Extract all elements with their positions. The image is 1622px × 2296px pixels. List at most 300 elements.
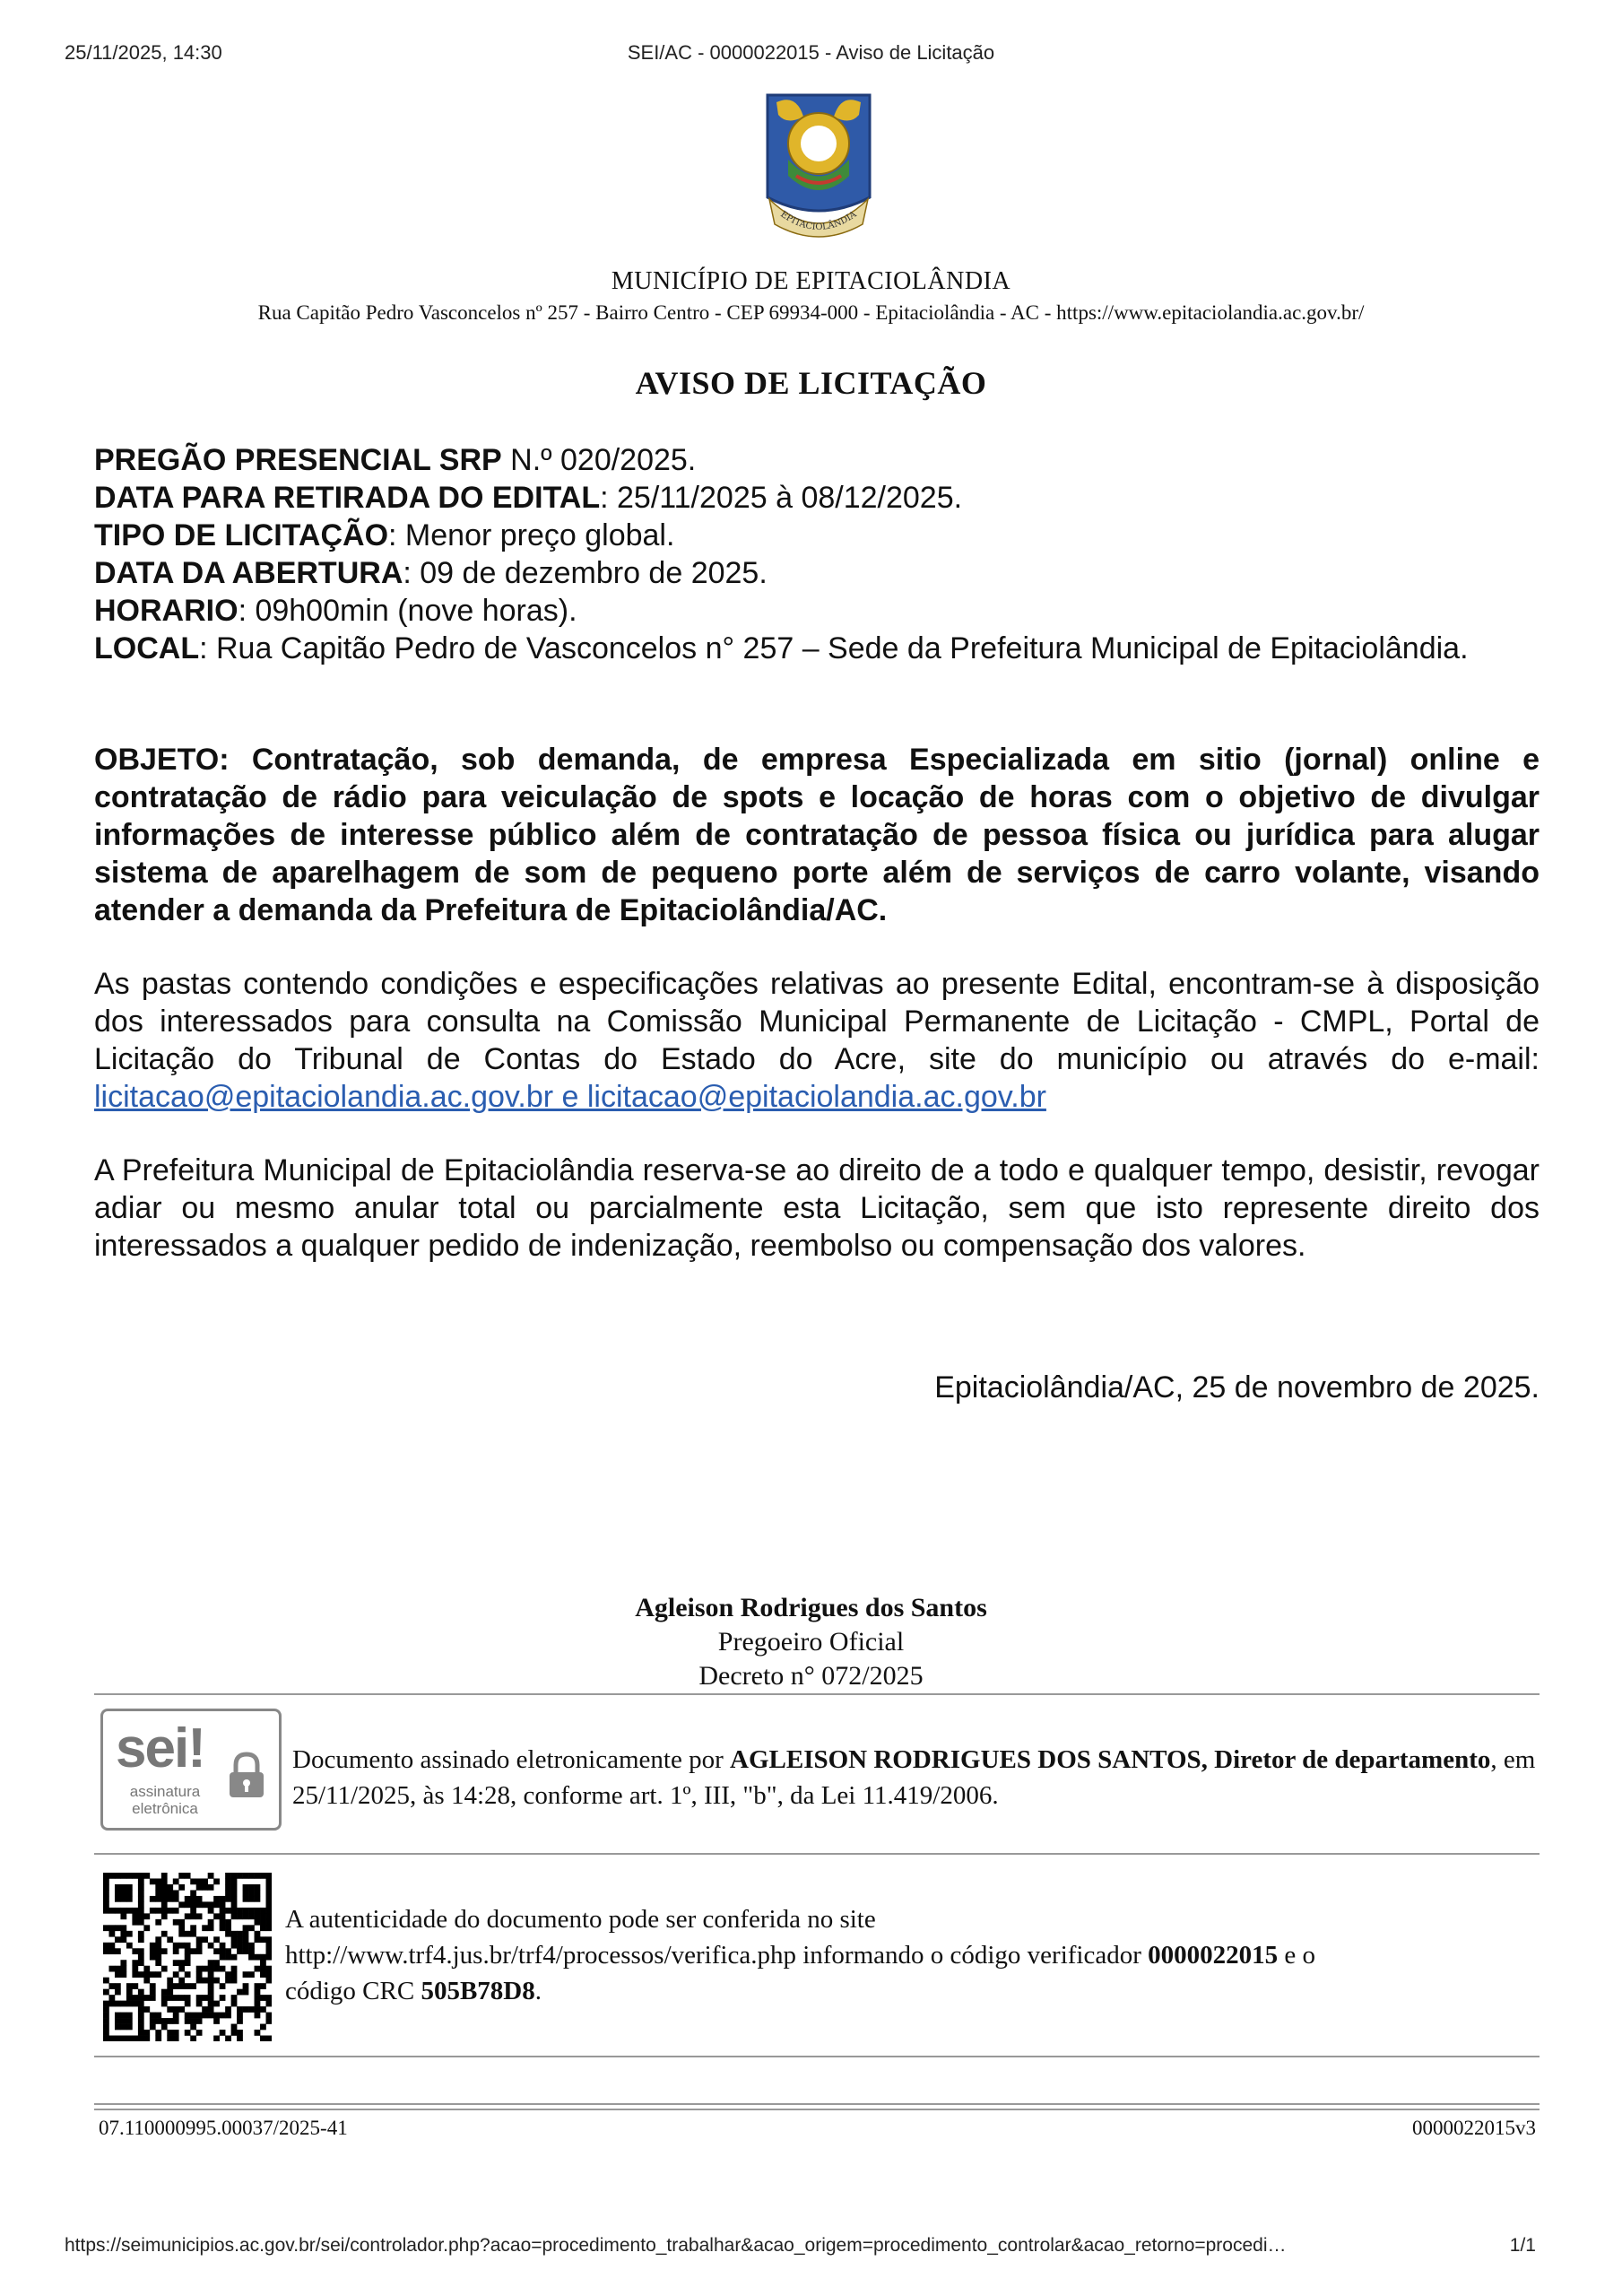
qr-module bbox=[213, 1978, 220, 1984]
qr-module bbox=[260, 1966, 266, 1972]
qr-module bbox=[237, 1943, 243, 1949]
qr-module bbox=[155, 1884, 161, 1891]
qr-module bbox=[231, 1884, 238, 1891]
qr-module bbox=[173, 1943, 179, 1949]
field-horario: HORARIO: 09h00min (nove horas). bbox=[94, 594, 577, 628]
field-pregao: PREGÃO PRESENCIAL SRP N.º 020/2025. bbox=[94, 443, 697, 477]
qr-module bbox=[213, 1960, 220, 1966]
qr-module bbox=[237, 2013, 243, 2019]
qr-module bbox=[173, 1878, 179, 1884]
qr-module bbox=[108, 1873, 115, 1879]
qr-module bbox=[237, 1873, 243, 1879]
qr-module bbox=[260, 2036, 266, 2041]
qr-module bbox=[225, 1978, 231, 1984]
qr-module bbox=[155, 1919, 161, 1926]
qr-module bbox=[190, 1948, 196, 1954]
qr-module bbox=[255, 1936, 261, 1943]
qr-module bbox=[115, 1884, 121, 1891]
qr-module bbox=[120, 1908, 126, 1914]
qr-module bbox=[178, 2006, 185, 2013]
qr-module bbox=[173, 1890, 179, 1896]
qr-module bbox=[155, 1936, 161, 1943]
qr-module bbox=[213, 2001, 220, 2007]
qr-module bbox=[225, 1908, 231, 1914]
qr-module bbox=[260, 1925, 266, 1931]
qr-module bbox=[231, 1908, 238, 1914]
qr-module bbox=[150, 1989, 156, 1996]
qr-module bbox=[150, 1995, 156, 2001]
qr-module bbox=[196, 1948, 203, 1954]
qr-module bbox=[248, 1913, 255, 1919]
qr-module bbox=[108, 1983, 115, 1989]
qr-module bbox=[248, 1971, 255, 1978]
qr-module bbox=[260, 1936, 266, 1943]
qr-module bbox=[231, 1943, 238, 1949]
qr-module bbox=[185, 1913, 191, 1919]
qr-module bbox=[126, 1896, 133, 1902]
qr-module bbox=[208, 1971, 214, 1978]
qr-module bbox=[196, 1966, 203, 1972]
qr-module bbox=[190, 2013, 196, 2019]
qr-module bbox=[138, 1960, 144, 1966]
date-place: Epitaciolândia/AC, 25 de novembro de 2025. bbox=[934, 1370, 1540, 1405]
qr-module bbox=[115, 2024, 121, 2031]
qr-module bbox=[190, 1901, 196, 1908]
qr-module bbox=[138, 1931, 144, 1937]
qr-module bbox=[196, 1943, 203, 1949]
qr-module bbox=[225, 1884, 231, 1891]
qr-module bbox=[266, 2018, 272, 2024]
objeto-paragraph: OBJETO: Contratação, sob demanda, de empresa Especializada em sitio (jornal) online e contratação de rádio para veiculação de spots e locação de horas com o objetivo de divulgar informações de interesse público além de contratação de pessoa física ou jurídica para alugar sistema de aparelhagem de som de pequeno porte além de serviços de carro volante, visando atender a demanda da Prefeitura de Epitaciolândia/AC. bbox=[94, 743, 1540, 927]
qr-module bbox=[260, 1971, 266, 1978]
qr-module bbox=[173, 1960, 179, 1966]
qr-module bbox=[243, 1943, 249, 1949]
qr-module bbox=[167, 1884, 173, 1891]
municipality-address: Rua Capitão Pedro Vasconcelos nº 257 - Bairro Centro - CEP 69934-000 - Epitaciolândia - AC - https://www.epitaciolandia.ac.gov.br/ bbox=[257, 301, 1365, 324]
qr-module bbox=[255, 1919, 261, 1926]
qr-module bbox=[220, 1995, 226, 2001]
sei-signature-stamp bbox=[100, 1709, 282, 1831]
qr-module bbox=[243, 1873, 249, 1879]
qr-module bbox=[150, 1971, 156, 1978]
qr-module bbox=[103, 2036, 109, 2041]
qr-module bbox=[255, 1890, 261, 1896]
qr-module bbox=[150, 2013, 156, 2019]
qr-module bbox=[138, 1919, 144, 1926]
qr-module bbox=[220, 1901, 226, 1908]
qr-module bbox=[196, 2030, 203, 2036]
qr-module bbox=[266, 1873, 272, 1879]
qr-module bbox=[143, 1966, 150, 1972]
qr-module bbox=[231, 2024, 238, 2031]
qr-module bbox=[208, 1983, 214, 1989]
qr-module bbox=[120, 1936, 126, 1943]
qr-module bbox=[120, 2018, 126, 2024]
qr-module bbox=[266, 2036, 272, 2041]
qr-module bbox=[150, 1878, 156, 1884]
qr-module bbox=[161, 1989, 168, 1996]
qr-module bbox=[138, 1873, 144, 1879]
qr-module bbox=[220, 1948, 226, 1954]
qr-module bbox=[185, 1971, 191, 1978]
qr-module bbox=[138, 2018, 144, 2024]
qr-module bbox=[243, 1913, 249, 1919]
qr-module bbox=[190, 1925, 196, 1931]
qr-module bbox=[115, 2001, 121, 2007]
qr-module bbox=[231, 2001, 238, 2007]
qr-module bbox=[150, 1954, 156, 1961]
qr-module bbox=[185, 1943, 191, 1949]
qr-module bbox=[255, 1954, 261, 1961]
qr-module bbox=[138, 1948, 144, 1954]
qr-module bbox=[225, 1925, 231, 1931]
qr-module bbox=[202, 1884, 208, 1891]
qr-module bbox=[178, 1884, 185, 1891]
qr-module bbox=[126, 2018, 133, 2024]
qr-module bbox=[143, 1925, 150, 1931]
qr-module bbox=[167, 2030, 173, 2036]
qr-module bbox=[248, 1890, 255, 1896]
qr-module bbox=[225, 1878, 231, 1884]
qr-module bbox=[220, 1913, 226, 1919]
qr-module bbox=[248, 1925, 255, 1931]
qr-module bbox=[150, 1943, 156, 1949]
qr-module bbox=[231, 1954, 238, 1961]
qr-module bbox=[120, 1971, 126, 1978]
qr-module bbox=[220, 1925, 226, 1931]
qr-module bbox=[266, 1884, 272, 1891]
qr-module bbox=[132, 1983, 138, 1989]
qr-module bbox=[115, 2036, 121, 2041]
qr-module bbox=[196, 2001, 203, 2007]
qr-module bbox=[237, 2006, 243, 2013]
qr-module bbox=[150, 1983, 156, 1989]
qr-module bbox=[115, 1966, 121, 1972]
qr-module bbox=[190, 1931, 196, 1937]
qr-module bbox=[143, 2030, 150, 2036]
qr-module bbox=[225, 1919, 231, 1926]
qr-module bbox=[220, 2013, 226, 2019]
qr-module bbox=[255, 2030, 261, 2036]
qr-module bbox=[231, 1890, 238, 1896]
qr-module bbox=[196, 1901, 203, 1908]
qr-module bbox=[103, 1989, 109, 1996]
qr-module bbox=[213, 1966, 220, 1972]
qr-module bbox=[266, 1913, 272, 1919]
qr-module bbox=[132, 1919, 138, 1926]
qr-module bbox=[237, 2030, 243, 2036]
qr-module bbox=[213, 1901, 220, 1908]
qr-module bbox=[120, 2013, 126, 2019]
qr-module bbox=[108, 1908, 115, 1914]
qr-module bbox=[161, 1901, 168, 1908]
qr-module bbox=[255, 1995, 261, 2001]
qr-module bbox=[155, 1890, 161, 1896]
qr-module bbox=[202, 1901, 208, 1908]
qr-module bbox=[115, 1896, 121, 1902]
qr-module bbox=[243, 1908, 249, 1914]
page-title: AVISO DE LICITAÇÃO bbox=[635, 365, 987, 401]
qr-module bbox=[161, 1931, 168, 1937]
qr-module bbox=[103, 1878, 109, 1884]
qr-module bbox=[167, 2006, 173, 2013]
municipal-crest-logo bbox=[760, 90, 877, 244]
qr-module bbox=[208, 1873, 214, 1879]
qr-module bbox=[213, 1948, 220, 1954]
crest-motto: EPITACIOLÂNDIA bbox=[778, 209, 859, 233]
qr-module bbox=[173, 1983, 179, 1989]
qr-module bbox=[167, 2036, 173, 2041]
qr-module bbox=[126, 1890, 133, 1896]
qr-module bbox=[266, 1954, 272, 1961]
qr-module bbox=[126, 2036, 133, 2041]
qr-module bbox=[103, 1873, 109, 1879]
qr-module bbox=[243, 1983, 249, 1989]
qr-module bbox=[132, 1966, 138, 1972]
qr-module bbox=[150, 2024, 156, 2031]
qr-module bbox=[255, 1896, 261, 1902]
qr-module bbox=[225, 1948, 231, 1954]
qr-module bbox=[260, 1919, 266, 1926]
qr-module bbox=[120, 2024, 126, 2031]
qr-module bbox=[208, 2006, 214, 2013]
qr-module bbox=[255, 2001, 261, 2007]
qr-module bbox=[231, 2030, 238, 2036]
qr-module bbox=[266, 1925, 272, 1931]
qr-module bbox=[126, 2024, 133, 2031]
qr-module bbox=[143, 1913, 150, 1919]
qr-module bbox=[161, 1896, 168, 1902]
qr-module bbox=[248, 1948, 255, 1954]
qr-module bbox=[225, 2036, 231, 2041]
qr-module bbox=[248, 1908, 255, 1914]
qr-module bbox=[220, 1966, 226, 1972]
qr-module bbox=[161, 1873, 168, 1879]
qr-module bbox=[173, 1908, 179, 1914]
qr-module bbox=[167, 1989, 173, 1996]
qr-module bbox=[167, 1908, 173, 1914]
qr-module bbox=[260, 2024, 266, 2031]
qr-module bbox=[143, 2036, 150, 2041]
print-url: https://seimunicipios.ac.gov.br/sei/controlador.php?acao=procedimento_trabalhar&acao_origem=procedimento_controlar&acao_retorno=procedi… bbox=[65, 2235, 1287, 2256]
divider bbox=[94, 1853, 1540, 1855]
qr-module bbox=[231, 1971, 238, 1978]
signatory-role: Pregoeiro Oficial bbox=[717, 1627, 905, 1657]
qr-module bbox=[173, 1995, 179, 2001]
qr-module bbox=[190, 2024, 196, 2031]
qr-module bbox=[243, 1948, 249, 1954]
qr-module bbox=[178, 1919, 185, 1926]
qr-module bbox=[155, 1971, 161, 1978]
qr-module bbox=[202, 2013, 208, 2019]
qr-module bbox=[173, 2036, 179, 2041]
qr-module bbox=[103, 1901, 109, 1908]
qr-module bbox=[196, 1913, 203, 1919]
qr-module bbox=[185, 1948, 191, 1954]
qr-module bbox=[266, 1971, 272, 1978]
qr-module bbox=[138, 1884, 144, 1891]
qr-module bbox=[161, 1878, 168, 1884]
qr-module bbox=[126, 1873, 133, 1879]
qr-module bbox=[120, 1925, 126, 1931]
qr-module bbox=[126, 1989, 133, 1996]
qr-module bbox=[220, 2030, 226, 2036]
qr-module bbox=[132, 2036, 138, 2041]
field-local: LOCAL: Rua Capitão Pedro de Vasconcelos n° 257 – Sede da Prefeitura Municipal de Epitaciolândia. bbox=[94, 631, 1469, 665]
qr-module bbox=[161, 1948, 168, 1954]
qr-module bbox=[167, 1896, 173, 1902]
qr-module bbox=[220, 1954, 226, 1961]
qr-module bbox=[138, 2013, 144, 2019]
qr-module bbox=[255, 1913, 261, 1919]
qr-module bbox=[266, 1948, 272, 1954]
qr-module bbox=[255, 1873, 261, 1879]
qr-module bbox=[237, 1989, 243, 1996]
qr-module bbox=[213, 2036, 220, 2041]
notice-fields bbox=[94, 441, 1540, 667]
qr-module bbox=[225, 1971, 231, 1978]
qr-module bbox=[196, 1896, 203, 1902]
qr-module bbox=[120, 1960, 126, 1966]
qr-module bbox=[266, 1901, 272, 1908]
email-link[interactable]: licitacao@epitaciolandia.ac.gov.br e licitacao@epitaciolandia.ac.gov.br bbox=[94, 1080, 1046, 1114]
qr-module bbox=[120, 1884, 126, 1891]
divider bbox=[94, 1693, 1540, 1695]
qr-module bbox=[167, 1995, 173, 2001]
qr-module bbox=[120, 1890, 126, 1896]
qr-module bbox=[132, 1995, 138, 2001]
qr-module bbox=[237, 1931, 243, 1937]
qr-module bbox=[260, 1908, 266, 1914]
qr-module bbox=[132, 1960, 138, 1966]
qr-module bbox=[248, 1873, 255, 1879]
qr-module bbox=[150, 1948, 156, 1954]
qr-module bbox=[208, 1995, 214, 2001]
qr-module bbox=[237, 1913, 243, 1919]
qr-module bbox=[196, 1936, 203, 1943]
qr-module bbox=[103, 1890, 109, 1896]
qr-module bbox=[178, 1943, 185, 1949]
qr-module bbox=[185, 2018, 191, 2024]
municipality-name: MUNICÍPIO DE EPITACIOLÂNDIA bbox=[611, 267, 1011, 295]
qr-module bbox=[103, 1884, 109, 1891]
qr-module bbox=[255, 1931, 261, 1937]
qr-module bbox=[115, 2013, 121, 2019]
qr-module bbox=[196, 1978, 203, 1984]
qr-module bbox=[178, 1978, 185, 1984]
qr-module bbox=[161, 1913, 168, 1919]
qr-module bbox=[185, 1983, 191, 1989]
reserva-paragraph: A Prefeitura Municipal de Epitaciolândia reserva-se ao direito de a todo e qualquer tempo, desistir, revogar adiar ou mesmo anular total ou parcialmente esta Licitação, sem que isto represente direito dos interessados a qualquer pedido de indenização, reembolso ou compensação dos valores. bbox=[94, 1153, 1540, 1263]
qr-module bbox=[126, 2001, 133, 2007]
qr-module bbox=[213, 2018, 220, 2024]
qr-module bbox=[138, 2001, 144, 2007]
qr-module bbox=[178, 1995, 185, 2001]
qr-module bbox=[185, 1995, 191, 2001]
qr-module bbox=[208, 1884, 214, 1891]
qr-module bbox=[178, 1931, 185, 1937]
qr-module bbox=[138, 1878, 144, 1884]
qr-module bbox=[138, 1890, 144, 1896]
qr-module bbox=[178, 1873, 185, 1879]
qr-module bbox=[243, 1890, 249, 1896]
qr-module bbox=[243, 1884, 249, 1891]
qr-module bbox=[237, 1948, 243, 1954]
padlock-icon bbox=[225, 1751, 268, 1801]
qr-module bbox=[248, 1943, 255, 1949]
qr-module bbox=[155, 2013, 161, 2019]
qr-module bbox=[138, 1971, 144, 1978]
qr-module bbox=[155, 1896, 161, 1902]
qr-module bbox=[231, 1873, 238, 1879]
field-abertura: DATA DA ABERTURA: 09 de dezembro de 2025. bbox=[94, 556, 768, 590]
qr-module bbox=[243, 2006, 249, 2013]
qr-module bbox=[243, 1971, 249, 1978]
qr-module bbox=[220, 1908, 226, 1914]
qr-module bbox=[178, 1983, 185, 1989]
qr-module bbox=[208, 2013, 214, 2019]
qr-module bbox=[202, 2006, 208, 2013]
qr-module bbox=[155, 1878, 161, 1884]
qr-module bbox=[115, 1989, 121, 1996]
qr-module bbox=[126, 1908, 133, 1914]
qr-module bbox=[190, 2036, 196, 2041]
qr-module bbox=[150, 1896, 156, 1902]
qr-module bbox=[161, 2024, 168, 2031]
qr-module bbox=[260, 1983, 266, 1989]
qr-module bbox=[120, 1873, 126, 1879]
qr-module bbox=[208, 1901, 214, 1908]
process-number: 07.110000995.00037/2025-41 bbox=[99, 2117, 348, 2139]
qr-module bbox=[132, 1971, 138, 1978]
qr-module bbox=[155, 2030, 161, 2036]
qr-module bbox=[150, 2018, 156, 2024]
qr-module bbox=[132, 1873, 138, 1879]
qr-module bbox=[237, 2018, 243, 2024]
qr-module bbox=[190, 1890, 196, 1896]
divider bbox=[94, 2103, 1540, 2105]
qr-module bbox=[231, 1936, 238, 1943]
qr-module bbox=[155, 1943, 161, 1949]
qr-module bbox=[243, 1989, 249, 1996]
qr-module bbox=[266, 1978, 272, 1984]
qr-module bbox=[155, 2018, 161, 2024]
qr-module bbox=[202, 1995, 208, 2001]
qr-module bbox=[213, 1878, 220, 1884]
qr-module bbox=[208, 1960, 214, 1966]
qr-module bbox=[126, 2013, 133, 2019]
qr-module bbox=[255, 1989, 261, 1996]
qr-module bbox=[132, 1908, 138, 1914]
qr-module bbox=[138, 2036, 144, 2041]
qr-module bbox=[185, 1954, 191, 1961]
qr-module bbox=[208, 1925, 214, 1931]
qr-module bbox=[208, 1966, 214, 1972]
qr-module bbox=[173, 1896, 179, 1902]
qr-module bbox=[173, 1971, 179, 1978]
qr-module bbox=[213, 1896, 220, 1902]
qr-module bbox=[120, 1966, 126, 1972]
qr-module bbox=[202, 1878, 208, 1884]
qr-module bbox=[255, 1908, 261, 1914]
qr-module bbox=[120, 1896, 126, 1902]
qr-module bbox=[108, 1995, 115, 2001]
qr-module bbox=[266, 1936, 272, 1943]
qr-module bbox=[266, 1943, 272, 1949]
qr-module bbox=[213, 1913, 220, 1919]
qr-module bbox=[103, 1948, 109, 1954]
qr-module bbox=[103, 1925, 109, 1931]
